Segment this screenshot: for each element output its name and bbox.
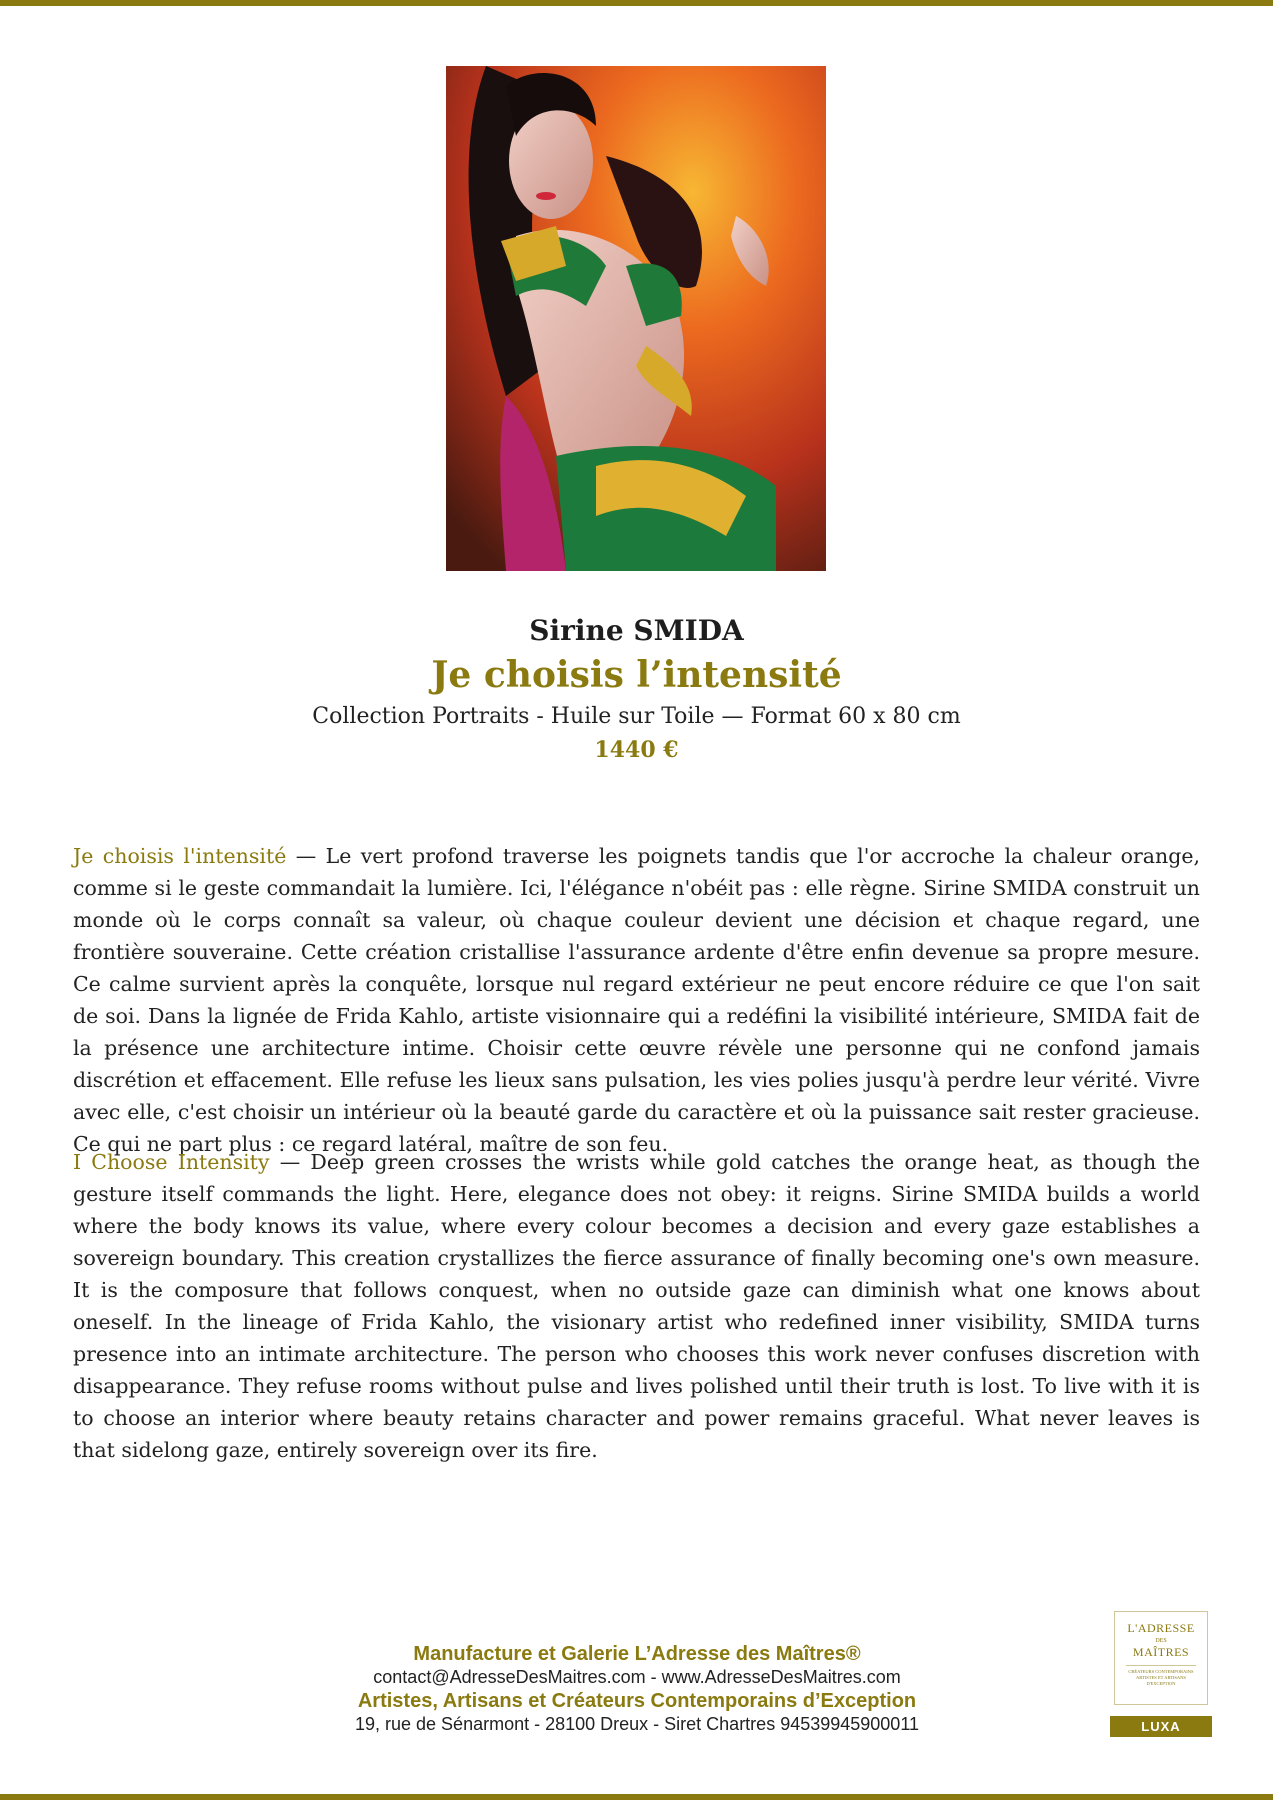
logo-line-2: DES [1155, 1638, 1167, 1644]
artwork-price: 1440 € [594, 737, 679, 763]
description-french [73, 840, 1200, 1160]
logo-line-4: CRÉATEURS CONTEMPORAINS ARTISTES ET ARTISANS D'EXCEPTION [1128, 1669, 1194, 1686]
top-border-bar [0, 0, 1273, 6]
description-french-lead: Je choisis l'intensité [73, 844, 287, 868]
footer [237, 1642, 1037, 1736]
logo-divider [1126, 1665, 1196, 1666]
description-french-body: — Le vert profond traverse les poignets tandis que l'or accroche la chaleur orange, comme si le geste commandait la lumière. Ici, l'élégance n'obéit pas : elle règne. Sirine SMIDA construit un monde où le corps connaît sa valeur, où chaque couleur devient une décision et chaque regard, une frontière souveraine. Cette création cristallise l'assurance ardente d'être enfin devenue sa propre mesure. Ce calme survient après la conquête, lorsque nul regard extérieur ne peut encore réduire ce que l'on sait de soi. Dans la lignée de Frida Kahlo, artiste visionnaire qui a redéfini la visibilité intérieure, SMIDA fait de la présence une architecture intime. Choisir cette œuvre révèle une personne qui ne confond jamais discrétion et effacement. Elle refuse les lieux sans pulsation, les vies polies jusqu'à perdre leur vérité. Vivre avec elle, c'est choisir un intérieur où la beauté garde du caractère et où la puissance sait rester gracieuse. Ce qui ne part plus : ce regard latéral, maître de son feu. [73, 844, 1200, 1156]
artist-name: Sirine SMIDA [529, 614, 744, 647]
gallery-logo [1114, 1611, 1208, 1705]
footer-tagline: Artistes, Artisans et Créateurs Contemporains d’Exception [357, 1690, 917, 1712]
luxa-badge: LUXA [1110, 1716, 1212, 1737]
footer-contact: contact@AdresseDesMaitres.com - www.AdresseDesMaitres.com [373, 1667, 901, 1687]
logo-line-1: L'ADRESSE [1127, 1621, 1195, 1635]
description-english [73, 1146, 1200, 1466]
description-english-lead: I Choose Intensity [73, 1150, 270, 1174]
bottom-border-bar [0, 1794, 1273, 1800]
footer-address: 19, rue de Sénarmont - 28100 Dreux - Siret Chartres 94539945900011 [354, 1714, 920, 1734]
logo-line-3: MAÎTRES [1132, 1645, 1190, 1659]
description-english-body: — Deep green crosses the wrists while gold catches the orange heat, as though the gesture itself commands the light. Here, elegance does not obey: it reigns. Sirine SMIDA builds a world where the body knows its value, where every colour becomes a decision and every gaze establishes a sovereign boundary. This creation crystallizes the fierce assurance of finally becoming one's own measure. It is the composure that follows conquest, when no outside gaze can diminish what one knows about oneself. In the lineage of Frida Kahlo, the visionary artist who redefined inner visibility, SMIDA turns presence into an intimate architecture. The person who chooses this work never confuses discretion with disappearance. They refuse rooms without pulse and lives polished until their truth is lost. To live with it is to choose an interior where beauty retains character and power remains graceful. What never leaves is that sidelong gaze, entirely sovereign over its fire. [73, 1150, 1201, 1462]
artwork-details: Collection Portraits - Huile sur Toile — Format 60 x 80 cm [312, 704, 961, 729]
footer-gallery-name: Manufacture et Galerie L’Adresse des Maîtres® [413, 1643, 861, 1665]
artwork-image [446, 66, 826, 571]
artwork-title: Je choisis l’intensité [431, 654, 842, 696]
